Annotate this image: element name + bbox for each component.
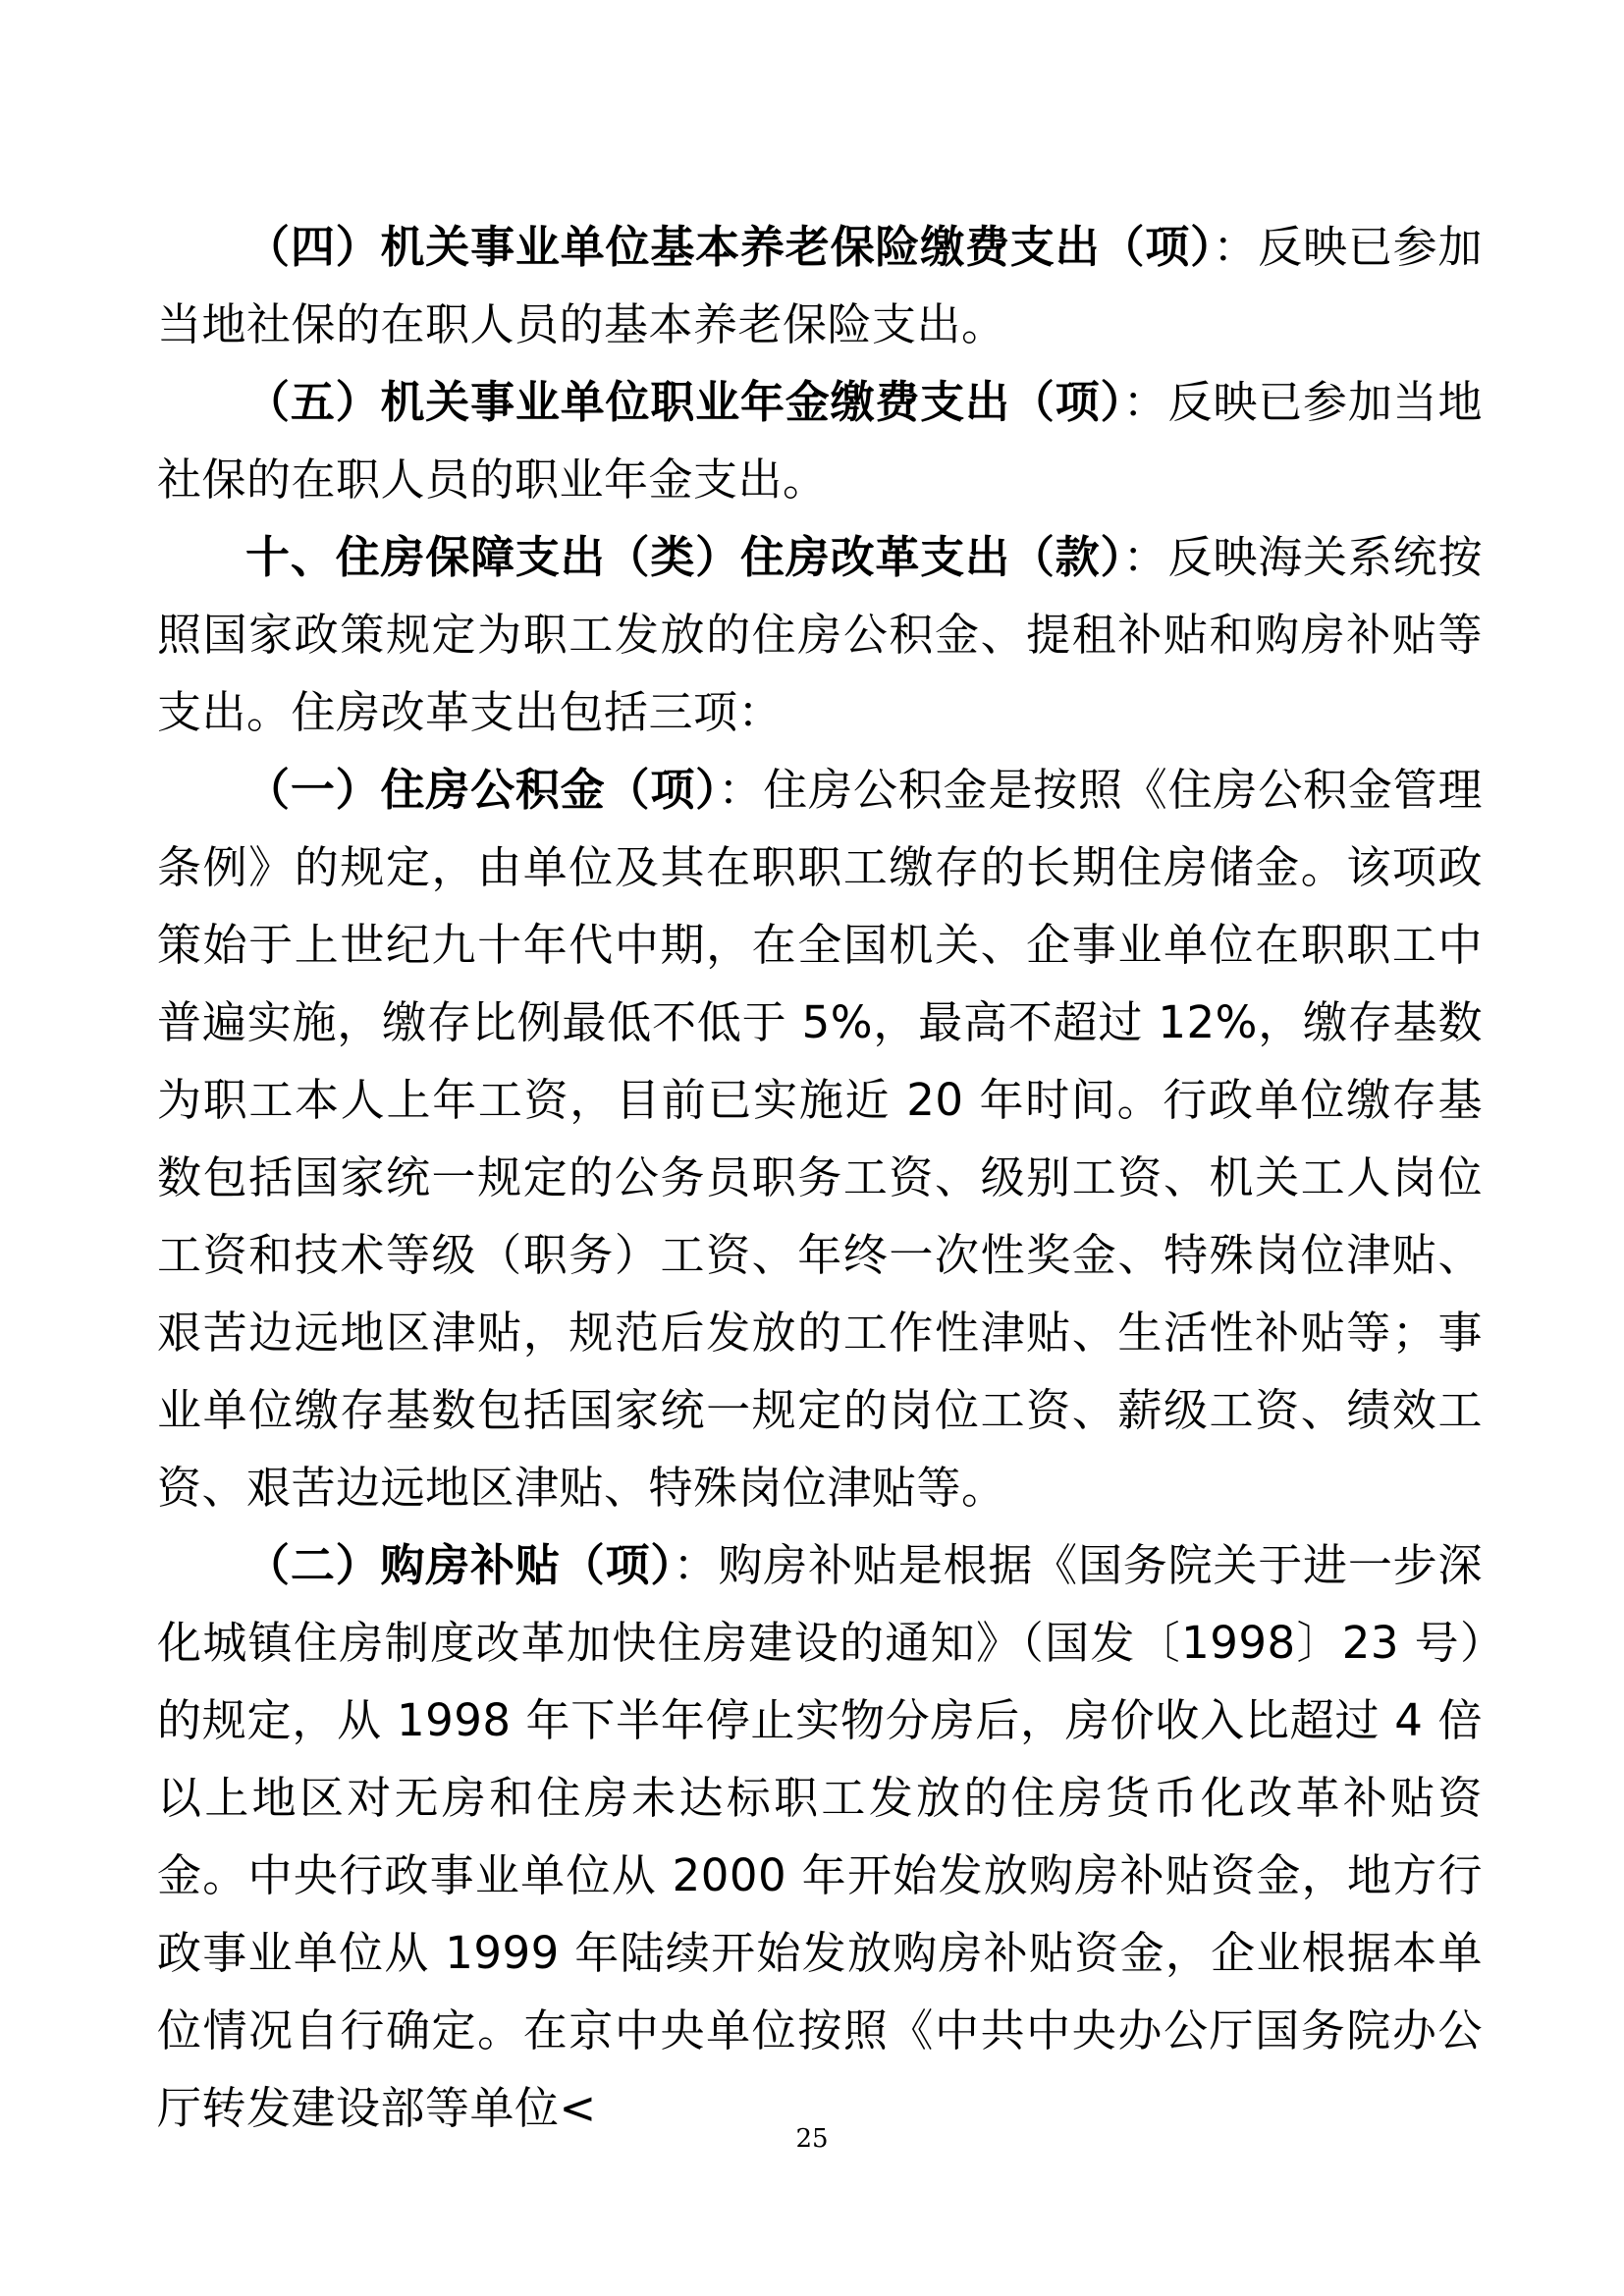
paragraph-heading: （二）购房补贴（项） [245,1539,674,1591]
paragraph [157,1526,1483,2147]
document-body [157,208,1483,2147]
paragraph-text: ：反映已参加当地社保的在职人员的基本养老保险支出。 [157,221,1483,350]
paragraph-heading: （四）机关事业单位基本养老保险缴费支出（项） [245,221,1214,273]
paragraph [157,518,1483,751]
paragraph-text: ：反映已参加当地社保的在职人员的职业年金支出。 [157,376,1483,506]
paragraph-text: ：反映海关系统按照国家政策规定为职工发放的住房公积金、提租补贴和购房补贴等支出。住房改革支出包括三项： [157,531,1483,738]
paragraph-heading: 十、住房保障支出（类）住房改革支出（款） [245,531,1123,583]
paragraph-text: ：住房公积金是按照《住房公积金管理条例》的规定，由单位及其在职职工缴存的长期住房储金。该项政策始于上世纪九十年代中期，在全国机关、企事业单位在职职工中普遍实施，缴存比例最低不低于 5%，最高不超过 12%，缴存基数为职工本人上年工资，目前已实施近 20 年时间。行政单位缴存基数包括国家统一规定的公务员职务工资、级别工资、机关工人岗位工资和技术等级（职务）工资、年终一次性奖金、特殊岗位津贴、艰苦边远地区津贴，规范后发放的工作性津贴、生活性补贴等；事业单位缴存基数包括国家统一规定的岗位工资、薪级工资、绩效工资、艰苦边远地区津贴、特殊岗位津贴等。 [157,764,1483,1514]
paragraph [157,751,1483,1526]
page-number: 25 [795,2124,829,2154]
paragraph [157,208,1483,363]
paragraph-text: ：购房补贴是根据《国务院关于进一步深化城镇住房制度改革加快住房建设的通知》（国发〔1998〕23 号）的规定，从 1998 年下半年停止实物分房后，房价收入比超过 4 倍以上地区对无房和住房未达标职工发放的住房货币化改革补贴资金。中央行政事业单位从 2000 年开始发放购房补贴资金，地方行政事业单位从 1999 年陆续开始发放购房补贴资金，企业根据本单位情况自行确定。在京中央单位按照《中共中央办公厅国务院办公厅转发建设部等单位< [157,1539,1483,2134]
paragraph-heading: （五）机关事业单位职业年金缴费支出（项） [245,376,1123,428]
paragraph-heading: （一）住房公积金（项） [245,764,719,816]
paragraph [157,363,1483,518]
